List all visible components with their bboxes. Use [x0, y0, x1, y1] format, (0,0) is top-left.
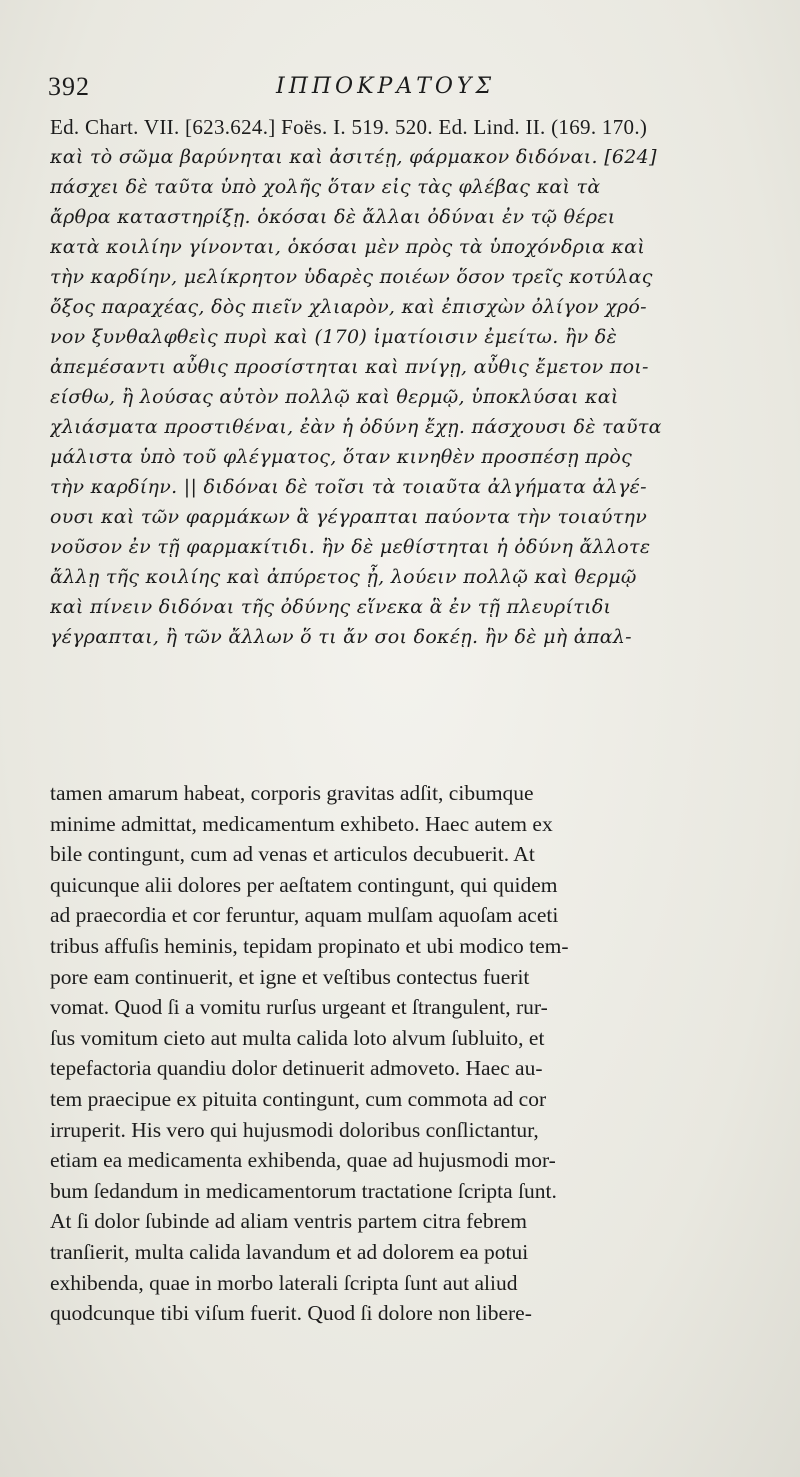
latin-line: bum ſedandum in medicamentorum tractatione ſcripta ſunt.: [50, 1178, 557, 1203]
greek-line: τὴν καρδίην. || διδόναι δὲ τοῖσι τὰ τοιαῦτα ἀλγήματα ἀλγέ-: [50, 476, 647, 498]
greek-line: καὶ πίνειν διδόναι τῆς ὀδύνης εἵνεκα ἃ ἐν τῇ πλευρίτιδι: [50, 596, 612, 618]
latin-line: tamen amarum habeat, corporis gravitas adſit, cibumque: [50, 781, 534, 805]
latin-line: tribus affuſis heminis, tepidam propinato et ubi modico tem-: [50, 933, 569, 958]
greek-line: ουσι καὶ τῶν φαρμάκων ἃ γέγραπται παύοντα τὴν τοιαύτην: [50, 506, 648, 528]
page-header: [48, 70, 748, 110]
latin-line: At ſi dolor ſubinde ad aliam ventris partem citra febrem: [50, 1209, 528, 1234]
greek-line: ἄρθρα καταστηρίξῃ. ὁκόσαι δὲ ἄλλαι ὀδύναι ἐν τῷ θέρει: [50, 206, 616, 228]
latin-line: etiam ea medicamenta exhibenda, quae ad hujusmodi mor-: [50, 1148, 556, 1173]
edition-references: Ed. Chart. VII. [623.624.] Foës. I. 519. 520. Ed. Lind. II. (169. 170.): [50, 115, 648, 139]
greek-line: ἄλλῃ τῆς κοιλίης καὶ ἀπύρετος ᾖ, λούειν πολλῷ καὶ θερμῷ: [50, 566, 637, 588]
latin-line: quicunque alii dolores per aeſtatem contingunt, qui quidem: [50, 872, 558, 897]
latin-line: pore eam continuerit, et igne et veſtibus contectus fuerit: [50, 964, 530, 989]
greek-text-block: [50, 112, 770, 652]
running-title: ΙΠΠΟΚΡΑΤΟΥΣ: [276, 74, 496, 99]
latin-translation-block: [50, 778, 740, 1329]
greek-line: τὴν καρδίην, μελίκρητον ὑδαρὲς ποιέων ὅσον τρεῖς κοτύλας: [50, 266, 653, 288]
greek-line: είσθω, ἢ λούσας αὐτὸν πολλῷ καὶ θερμῷ, ὑποκλύσαι καὶ: [50, 386, 619, 408]
latin-line: ad praecordia et cor feruntur, aquam mulſam aquoſam aceti: [50, 903, 559, 928]
greek-line: γέγραπται, ἢ τῶν ἄλλων ὅ τι ἄν σοι δοκέῃ. ἢν δὲ μὴ ἀπαλ-: [50, 626, 632, 648]
latin-line: exhibenda, quae in morbo laterali ſcripta ſunt aut aliud: [50, 1270, 518, 1295]
latin-line: ſus vomitum cieto aut multa calida loto alvum ſubluito, et: [50, 1025, 545, 1050]
greek-line: πάσχει δὲ ταῦτα ὑπὸ χολῆς ὅταν εἰς τὰς φλέβας καὶ τὰ: [50, 176, 601, 198]
latin-line: minime admittat, medicamentum exhibeto. Haec autem ex: [50, 811, 553, 836]
latin-line: irruperit. His vero qui hujusmodi doloribus conſlictantur,: [50, 1117, 539, 1142]
latin-line: quodcunque tibi viſum fuerit. Quod ſi dolore non libere-: [50, 1301, 532, 1326]
page-number: 392: [48, 72, 90, 101]
greek-line: νον ξυνθαλφθεὶς πυρὶ καὶ (170) ἱματίοισιν ἐμείτω. ἢν δὲ: [50, 326, 617, 348]
latin-line: tranſierit, multa calida lavandum et ad dolorem ea potui: [50, 1239, 529, 1264]
greek-line: χλιάσματα προστιθέναι, ἐὰν ἡ ὀδύνη ἔχῃ. πάσχουσι δὲ ταῦτα: [50, 416, 662, 438]
latin-line: tepefactoria quandiu dolor detinuerit admoveto. Haec au-: [50, 1056, 543, 1081]
latin-line: tem praecipue ex pituita contingunt, cum commota ad cor: [50, 1086, 547, 1111]
greek-line: κατὰ κοιλίην γίνονται, ὁκόσαι μὲν πρὸς τὰ ὑποχόνδρια καὶ: [50, 236, 646, 258]
greek-line: ὄξος παραχέας, δὸς πιεῖν χλιαρὸν, καὶ ἐπισχὼν ὀλίγον χρό-: [50, 296, 647, 318]
latin-line: vomat. Quod ſi a vomitu rurſus urgeant et ſtrangulent, rur-: [50, 995, 548, 1020]
latin-line: bile contingunt, cum ad venas et articulos decubuerit. At: [50, 842, 535, 867]
greek-line: καὶ τὸ σῶμα βαρύνηται καὶ ἀσιτέῃ, φάρμακον διδόναι. [624]: [50, 146, 657, 168]
greek-line: ἀπεμέσαντι αὖθις προσίστηται καὶ πνίγῃ, αὖθις ἔμετον ποι-: [50, 356, 649, 378]
greek-line: μάλιστα ὑπὸ τοῦ φλέγματος, ὅταν κινηθὲν προσπέσῃ πρὸς: [50, 446, 633, 468]
greek-line: νοῦσον ἐν τῇ φαρμακίτιδι. ἢν δὲ μεθίστηται ἡ ὀδύνη ἄλλοτε: [50, 536, 651, 558]
